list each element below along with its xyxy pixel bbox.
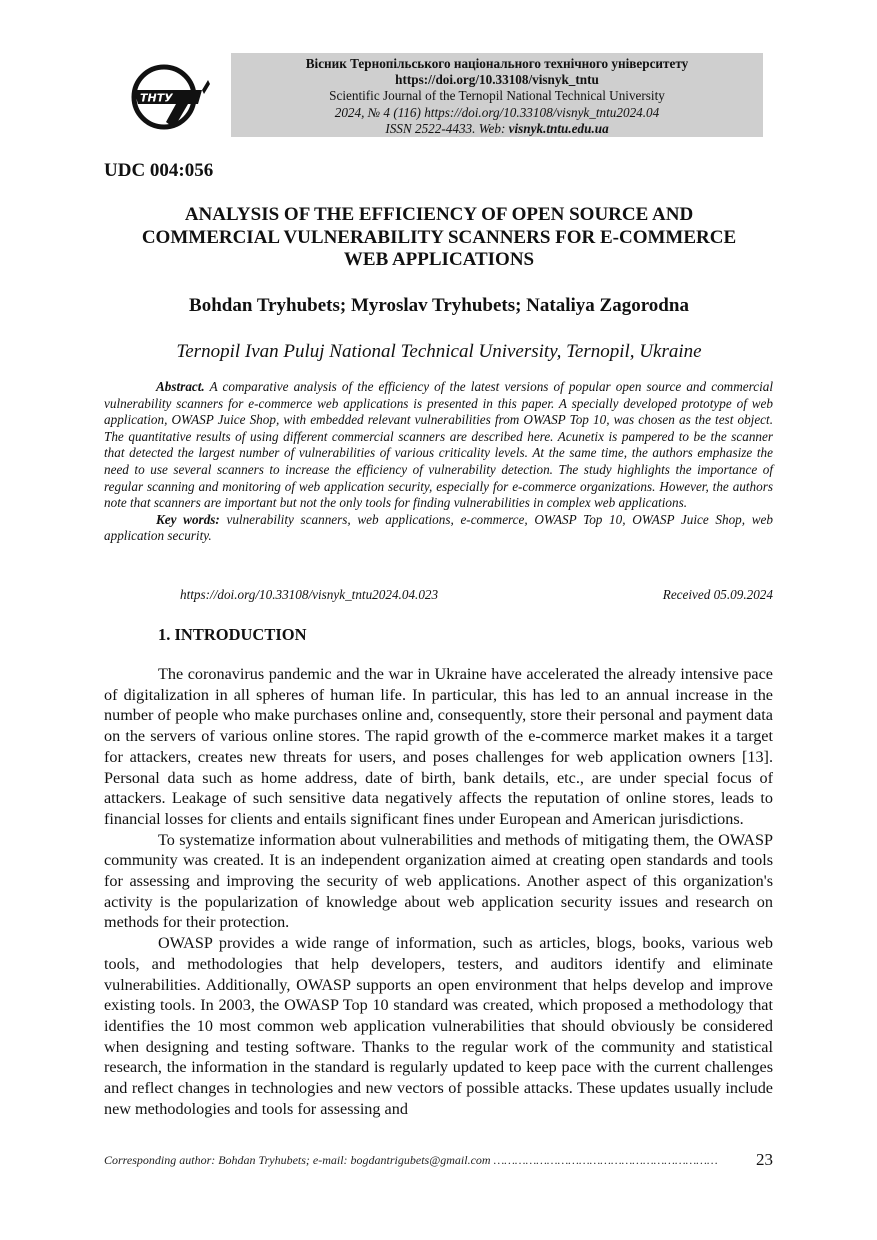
author-affiliation: Ternopil Ivan Puluj National Technical University, Ternopil, Ukraine (176, 341, 702, 362)
body-text (104, 664, 773, 1119)
body-paragraph: The coronavirus pandemic and the war in Ukraine have accelerated the already intensive pace of digitalization in all spheres of human life. In particular, this has led to an annual increase in the number of people who make purchases online and, consequently, store their personal and payment data on the servers of various online stores. The rapid growth of the e-commerce market makes it a target for attackers, creates new threats for users, and poses challenges for web application owners [13]. Personal data such as home address, date of birth, bank details, etc., are under special focus of attackers. Leakage of such sensitive data negatively affects the reputation of online stores, leads to financial losses for clients and entails significant fines under European and American jurisdictions. (104, 665, 773, 828)
section-heading: 1. INTRODUCTION (158, 625, 307, 644)
issue-info: 2024, № 4 (116) https://doi.org/10.33108/visnyk_tntu2024.04 (334, 104, 660, 120)
issn-line: ISSN 2522-4433. Web: visnyk.tntu.edu.ua (385, 120, 609, 136)
page-number: 23 (756, 1150, 773, 1169)
received-date: Received 05.09.2024 (662, 587, 773, 602)
body-paragraph: To systematize information about vulnerabilities and methods of mitigating them, the OWASP community was created. It is an independent organization aimed at creating open standards and tools for assessing and improving the security of web applications. Another aspect of this organization's activity is the popularization of knowledge about web application security issues and research on methods for their protection. (104, 830, 773, 932)
abstract-paragraph: Abstract. A comparative analysis of the efficiency of the latest versions of popular open source and commercial vulnerability scanners for e-commerce web applications is presented in this paper. A specially developed prototype of web application, OWASP Juice Shop, with embedded relevant vulnerabilities from OWASP Top 10, was chosen as the test object. The quantitative results of using different commercial scanners are described here. Acunetix is pampered to be the scanner that detected the largest number of vulnerabilities of various criticality levels. At the same time, the authors emphasize the need to use several scanners to increase the efficiency of vulnerability detection. The study highlights the importance of regular scanning and monitoring of web application security, especially for e-commerce organizations. However, the authors note that scanners are important but not the only tools for finding vulnerabilities in complex web applications. (104, 379, 773, 511)
body-paragraph: OWASP provides a wide range of information, such as articles, blogs, books, various web tools, and methodologies that help developers, testers, and auditors identify and eliminate vulnerabilities. Additionally, OWASP supports an open environment that helps develop and improve existing tools. In 2003, the OWASP Top 10 standard was created, which proposed a methodology that identifies the 10 most common web application vulnerabilities that should obviously be considered when designing and testing software. Thanks to the regular work of the community and statistical research, the information in the standard is regularly updated to keep pace with the current challenges and reflect changes in technologies and new vectors of possible attacks. These updates usually include new methodologies and tools for assessing and (104, 934, 773, 1118)
corresponding-author-footer: Corresponding author: Bohdan Tryhubets; e-mail: bogdantrigubets@gmail.com ……………………………………………………… (104, 1153, 718, 1167)
journal-name-ua: Вісник Тернопільського національного технічного університету (305, 56, 689, 71)
abstract-label: Abstract. (156, 379, 205, 394)
abstract-block (104, 379, 773, 545)
udc-code: UDC 004:056 (104, 160, 214, 181)
journal-name-en: Scientific Journal of the Ternopil National Technical University (329, 88, 665, 104)
keywords-label: Key words: (156, 511, 220, 527)
journal-header (231, 53, 763, 137)
svg-text:ТНТУ: ТНТУ (140, 91, 173, 105)
keywords-paragraph: Key words: vulnerability scanners, web applications, e-commerce, OWASP Top 10, OWASP Juice Shop, web application security. (104, 511, 773, 544)
journal-logo (124, 62, 210, 132)
journal-doi-link[interactable]: https://doi.org/10.33108/visnyk_tntu (395, 72, 599, 88)
paper-authors: Bohdan Tryhubets; Myroslav Tryhubets; Nataliya Zagorodna (189, 295, 689, 316)
paper-title: ANALYSIS OF THE EFFICIENCY OF OPEN SOURCE AND COMMERCIAL VULNERABILITY SCANNERS FOR E-COMMERCE WEB APPLICATIONS (141, 204, 737, 270)
journal-website-link[interactable]: visnyk.tntu.edu.ua (508, 120, 609, 136)
article-doi-link[interactable]: https://doi.org/10.33108/visnyk_tntu2024.04.023 (180, 587, 439, 602)
